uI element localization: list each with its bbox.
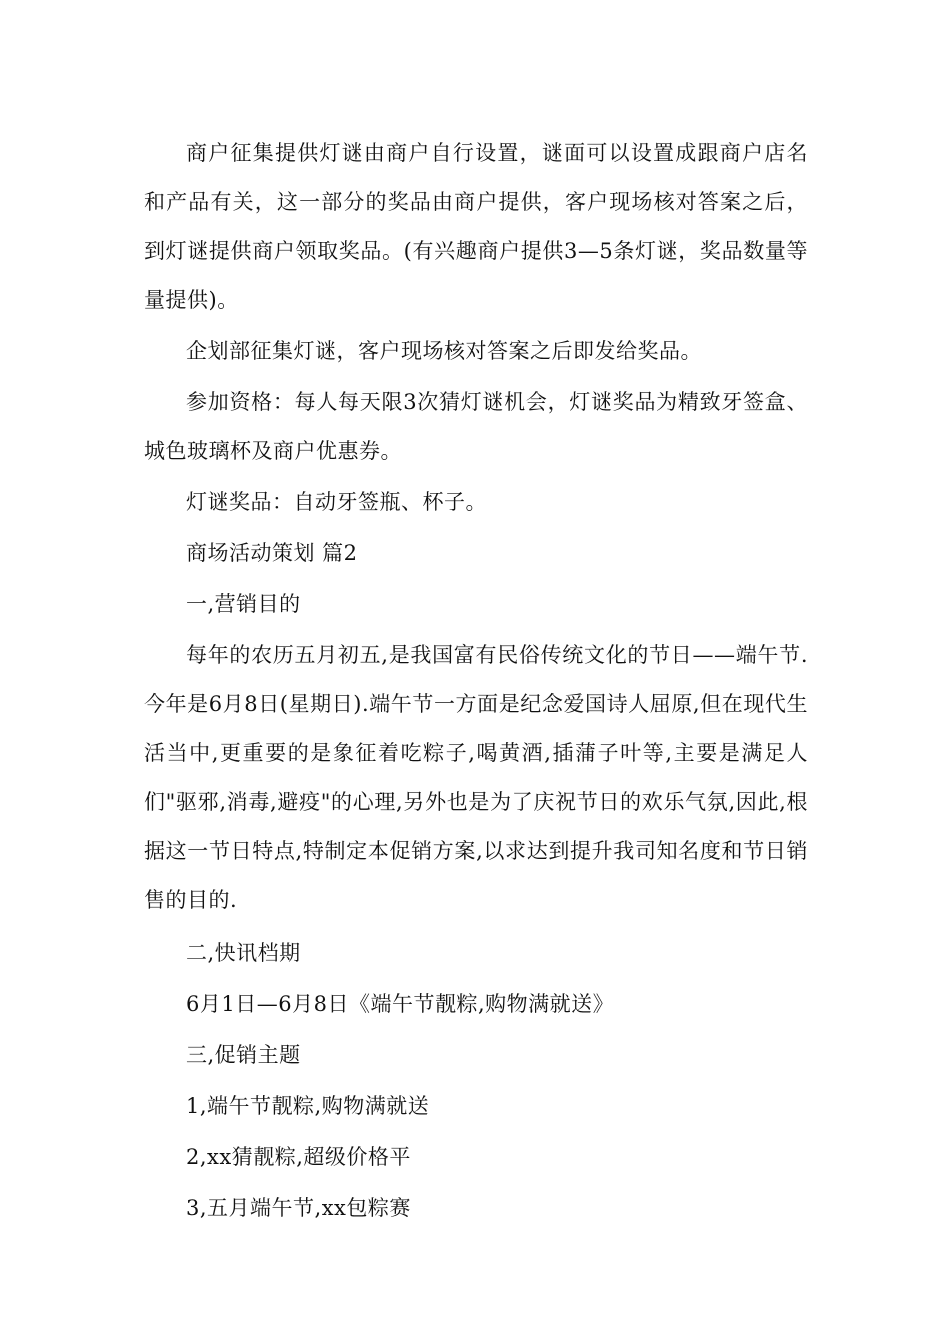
paragraph-eligibility: 参加资格：每人每天限3次猜灯谜机会，灯谜奖品为精致牙签盒、城色玻璃杯及商户优惠券。	[144, 390, 808, 463]
heading-promotion-theme: 三,促销主题	[186, 1043, 301, 1067]
paragraph-riddle-prizes: 灯谜奖品：自动牙签瓶、杯子。	[186, 490, 487, 514]
paragraph-planning-riddles: 企划部征集灯谜，客户现场核对答案之后即发给奖品。	[186, 339, 702, 363]
section-title-part2: 商场活动策划 篇2	[186, 541, 358, 565]
heading-flyer-period: 二,快讯档期	[186, 941, 301, 965]
list-item-theme-1: 1,端午节靓粽,购物满就送	[186, 1094, 430, 1118]
document-body	[144, 129, 808, 1233]
list-item-theme-3: 3,五月端午节,xx包粽赛	[186, 1196, 411, 1220]
list-item-theme-2: 2,xx猜靓粽,超级价格平	[186, 1145, 411, 1169]
paragraph-marketing-purpose: 每年的农历五月初五,是我国富有民俗传统文化的节日——端午节.今年是6月8日(星期日).端午节一方面是纪念爱国诗人屈原,但在现代生活当中,更重要的是象征着吃粽子,喝黄酒,插蒲子叶等,主要是满足人们"驱邪,消毒,避疫"的心理,另外也是为了庆祝节日的欢乐气氛,因此,根据这一节日特点,特制定本促销方案,以求达到提升我司知名度和节日销售的目的.	[144, 643, 808, 912]
heading-marketing-purpose: 一,营销目的	[186, 592, 301, 616]
paragraph-merchant-riddles: 商户征集提供灯谜由商户自行设置，谜面可以设置成跟商户店名和产品有关，这一部分的奖品由商户提供，客户现场核对答案之后，到灯谜提供商户领取奖品。(有兴趣商户提供3—5条灯谜，奖品数量等量提供)。	[144, 141, 808, 312]
paragraph-flyer-period: 6月1日—6月8日《端午节靓粽,购物满就送》	[186, 992, 615, 1016]
